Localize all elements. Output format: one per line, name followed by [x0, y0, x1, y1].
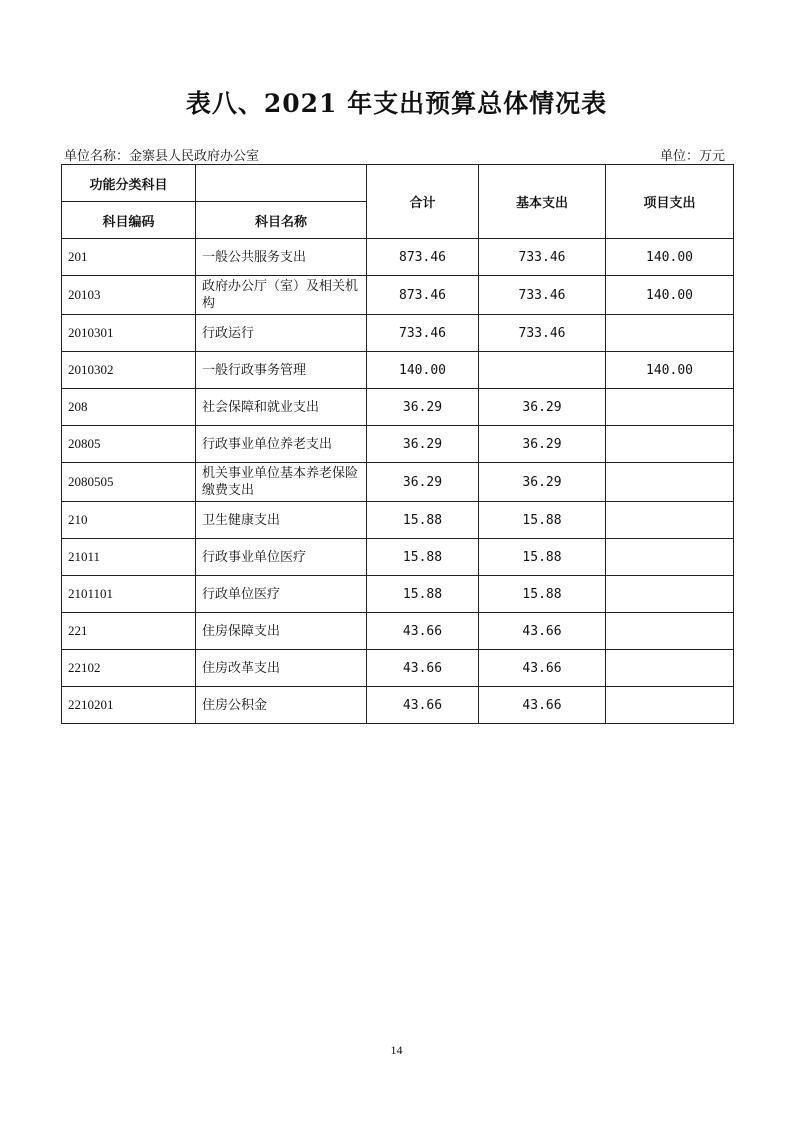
cell-total: 43.66	[367, 687, 479, 724]
cell-name: 机关事业单位基本养老保险缴费支出	[196, 463, 367, 502]
cell-basic: 15.88	[479, 576, 606, 613]
header-empty	[196, 165, 367, 202]
cell-basic: 15.88	[479, 539, 606, 576]
table-row	[62, 502, 734, 539]
cell-basic: 43.66	[479, 613, 606, 650]
cell-code: 208	[62, 389, 196, 426]
cell-total: 733.46	[367, 315, 479, 352]
unit-name: 单位名称：金寨县人民政府办公室	[64, 149, 260, 164]
cell-total: 140.00	[367, 352, 479, 389]
table-row	[62, 276, 734, 315]
table-row	[62, 687, 734, 724]
cell-project	[606, 576, 734, 613]
cell-total: 873.46	[367, 276, 479, 315]
header-name: 科目名称	[196, 202, 367, 239]
cell-name: 卫生健康支出	[196, 502, 367, 539]
cell-code: 2010302	[62, 352, 196, 389]
cell-name: 行政事业单位养老支出	[196, 426, 367, 463]
cell-code: 2101101	[62, 576, 196, 613]
table-row	[62, 239, 734, 276]
cell-code: 221	[62, 613, 196, 650]
cell-project	[606, 613, 734, 650]
cell-basic: 43.66	[479, 650, 606, 687]
cell-total: 43.66	[367, 613, 479, 650]
cell-name: 住房公积金	[196, 687, 367, 724]
cell-code: 2010301	[62, 315, 196, 352]
cell-basic: 36.29	[479, 389, 606, 426]
unit-label: 单位：万元	[659, 149, 725, 164]
header-total: 合计	[367, 165, 479, 239]
cell-project	[606, 315, 734, 352]
cell-name: 住房改革支出	[196, 650, 367, 687]
cell-code: 2080505	[62, 463, 196, 502]
page-title: 表八、2021 年支出预算总体情况表	[185, 89, 608, 118]
cell-total: 36.29	[367, 463, 479, 502]
table-row	[62, 426, 734, 463]
cell-code: 20103	[62, 276, 196, 315]
cell-project: 140.00	[606, 352, 734, 389]
cell-basic: 15.88	[479, 502, 606, 539]
cell-code: 20805	[62, 426, 196, 463]
cell-code: 22102	[62, 650, 196, 687]
table-row	[62, 463, 734, 502]
cell-project	[606, 650, 734, 687]
cell-total: 15.88	[367, 502, 479, 539]
cell-code: 201	[62, 239, 196, 276]
cell-basic: 36.29	[479, 426, 606, 463]
header-basic: 基本支出	[479, 165, 606, 239]
cell-project	[606, 687, 734, 724]
table-row	[62, 389, 734, 426]
cell-project	[606, 539, 734, 576]
page-number: 14	[390, 1043, 403, 1057]
cell-basic	[479, 352, 606, 389]
cell-project: 140.00	[606, 239, 734, 276]
cell-project: 140.00	[606, 276, 734, 315]
cell-basic: 733.46	[479, 315, 606, 352]
table-row	[62, 650, 734, 687]
cell-name: 社会保障和就业支出	[196, 389, 367, 426]
cell-project	[606, 389, 734, 426]
cell-name: 政府办公厅（室）及相关机构	[196, 276, 367, 315]
cell-name: 行政运行	[196, 315, 367, 352]
table-row	[62, 539, 734, 576]
cell-project	[606, 502, 734, 539]
header-code: 科目编码	[62, 202, 196, 239]
table-row	[62, 576, 734, 613]
cell-basic: 43.66	[479, 687, 606, 724]
cell-project	[606, 426, 734, 463]
header-function-category: 功能分类科目	[62, 165, 196, 202]
cell-name: 一般行政事务管理	[196, 352, 367, 389]
cell-basic: 733.46	[479, 239, 606, 276]
cell-name: 行政事业单位医疗	[196, 539, 367, 576]
cell-basic: 36.29	[479, 463, 606, 502]
cell-name: 住房保障支出	[196, 613, 367, 650]
cell-total: 43.66	[367, 650, 479, 687]
cell-total: 36.29	[367, 389, 479, 426]
cell-total: 36.29	[367, 426, 479, 463]
cell-total: 15.88	[367, 539, 479, 576]
cell-code: 2210201	[62, 687, 196, 724]
cell-project	[606, 463, 734, 502]
cell-code: 21011	[62, 539, 196, 576]
table-row	[62, 613, 734, 650]
cell-basic: 733.46	[479, 276, 606, 315]
cell-name: 一般公共服务支出	[196, 239, 367, 276]
cell-code: 210	[62, 502, 196, 539]
cell-total: 15.88	[367, 576, 479, 613]
table-row	[62, 315, 734, 352]
cell-total: 873.46	[367, 239, 479, 276]
header-project: 项目支出	[606, 165, 734, 239]
table-row	[62, 352, 734, 389]
budget-table	[61, 164, 734, 724]
cell-name: 行政单位医疗	[196, 576, 367, 613]
